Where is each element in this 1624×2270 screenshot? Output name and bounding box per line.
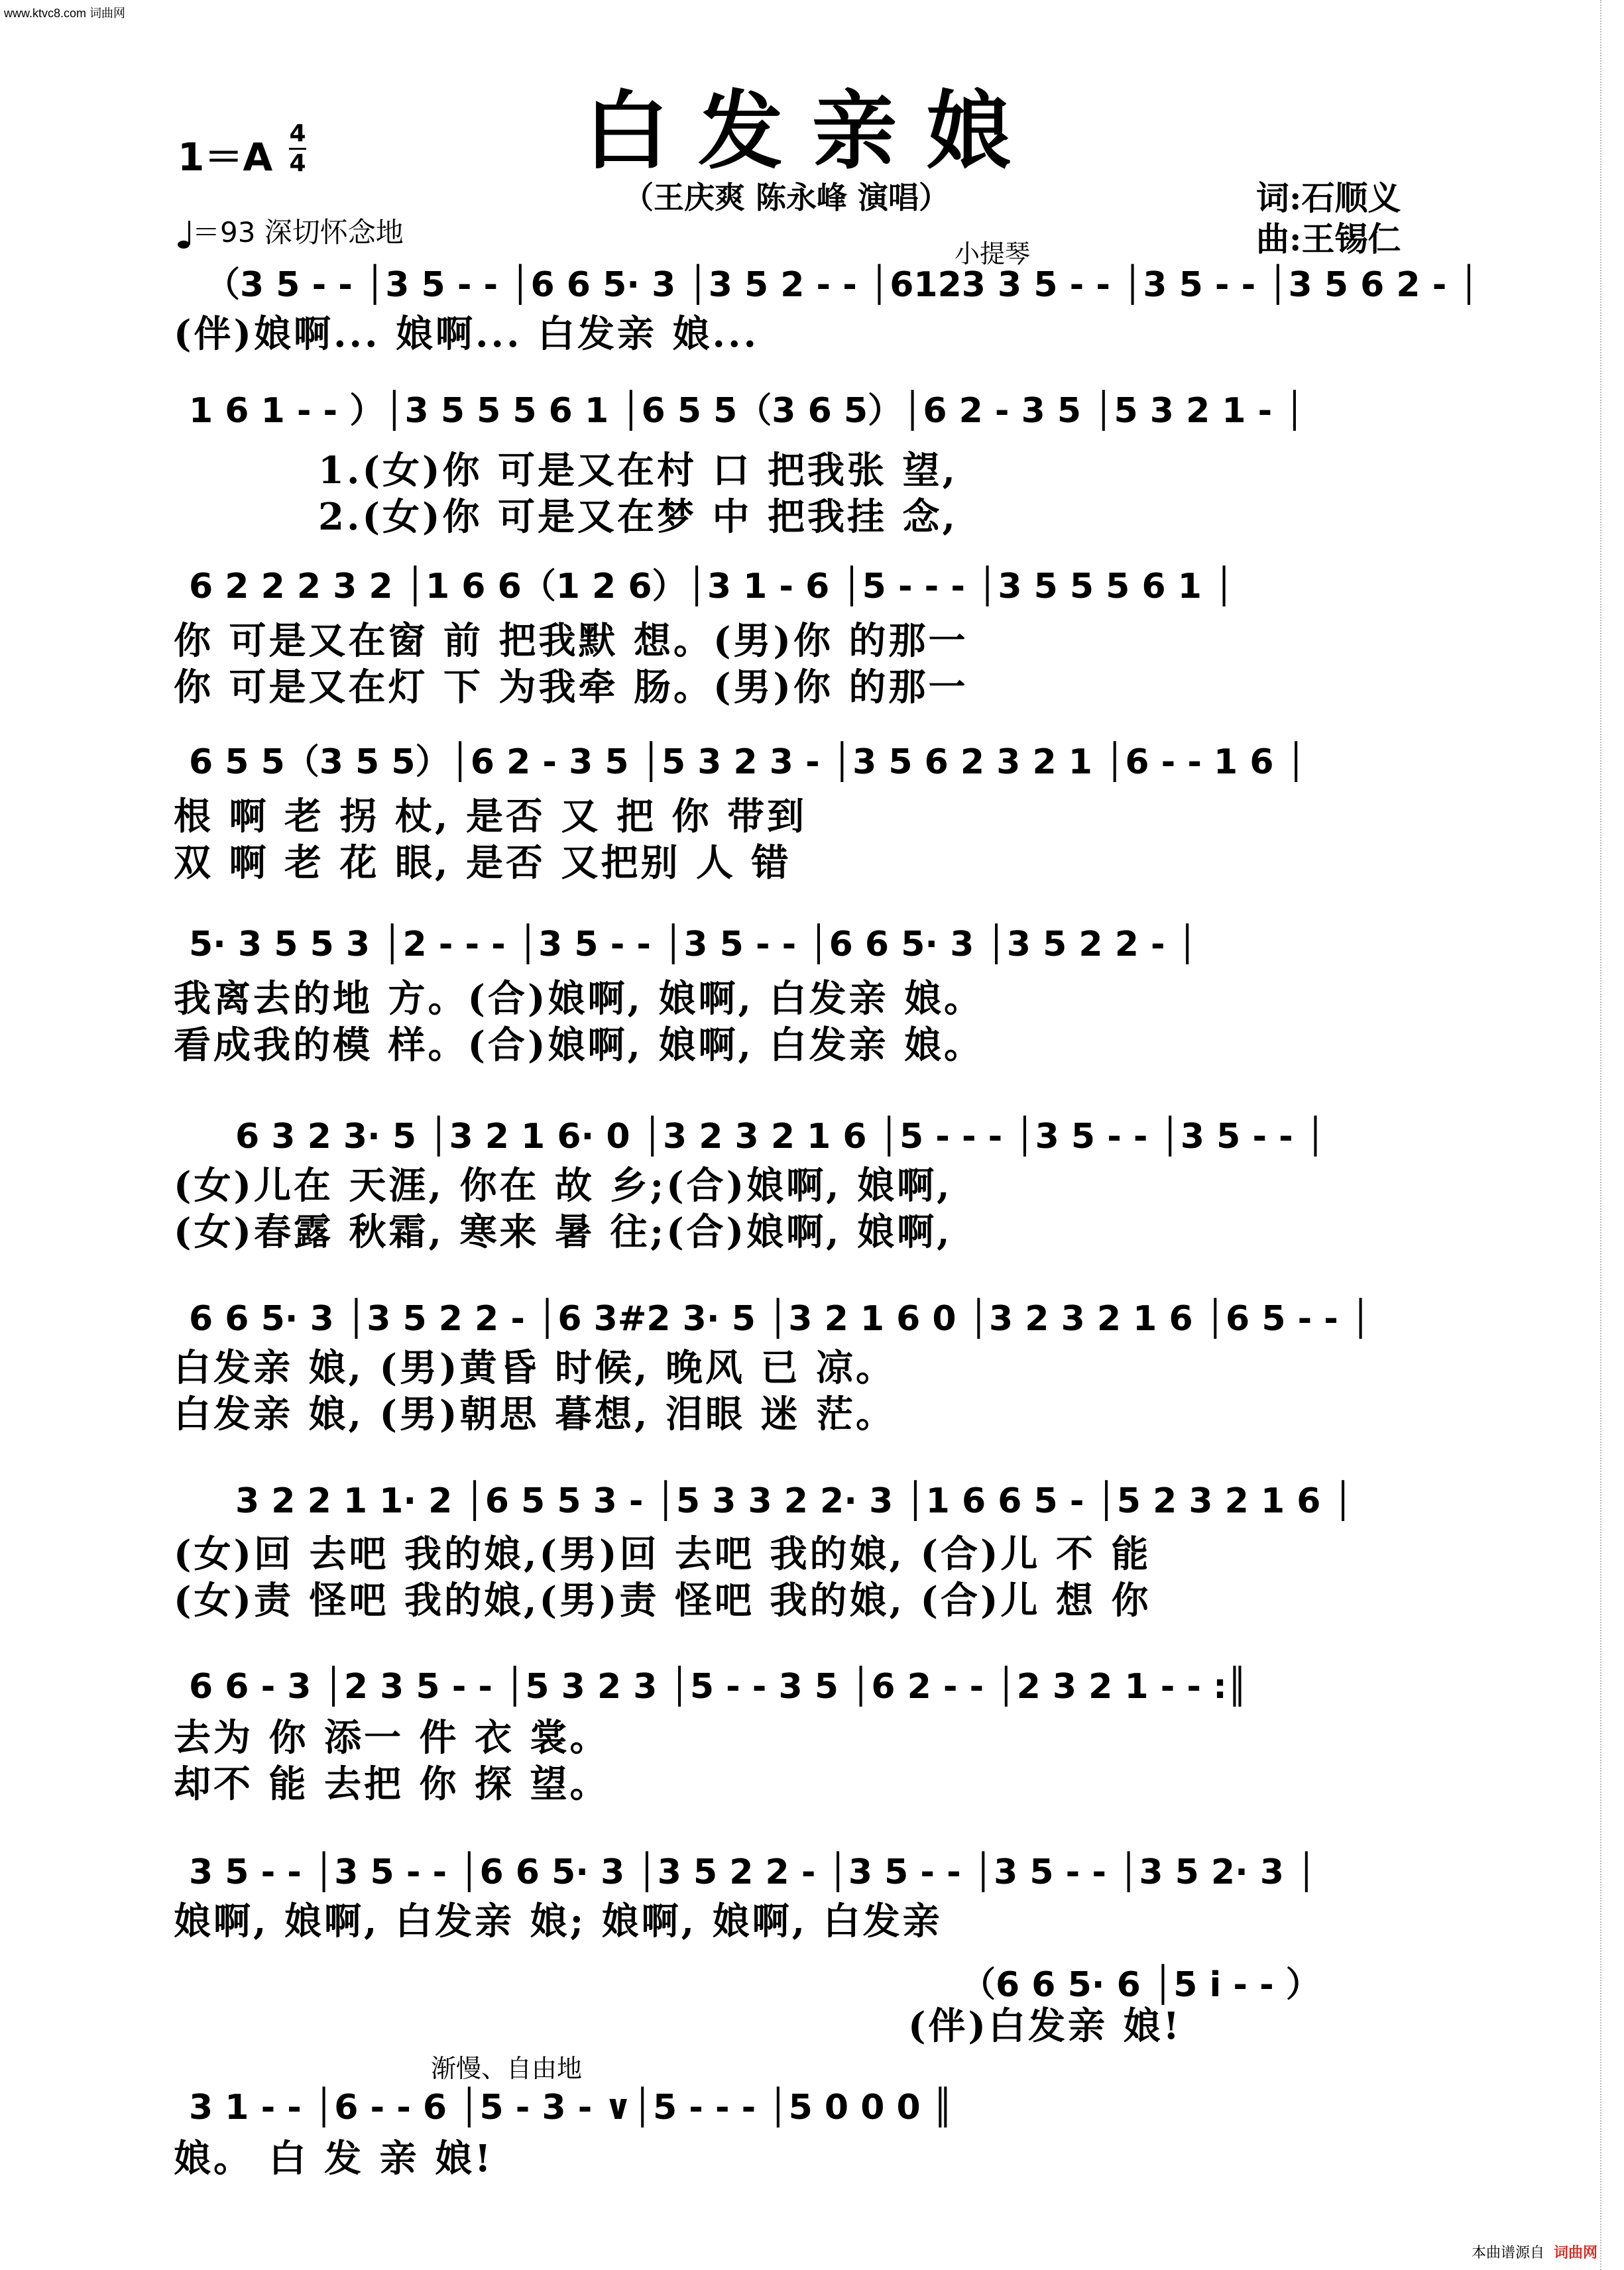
lyric-line: 你 可是又在窗 前 把我默 想。(男)你 的那一	[174, 619, 968, 663]
lyric-line: 1.(女)你 可是又在村 口 把我张 望,	[318, 449, 958, 492]
lyric-line: 白发亲 娘, (男)黄昏 时候, 晚风 已 凉。	[174, 1346, 896, 1390]
tempo-marking	[178, 211, 404, 251]
lyric-line: (女)责 怪吧 我的娘,(男)责 怪吧 我的娘, (合)儿 想 你	[174, 1579, 1151, 1622]
credits	[1256, 178, 1401, 260]
footer-brand: 词曲网	[1553, 2244, 1597, 2261]
lyricist: 词:石顺义	[1256, 178, 1401, 217]
notation-line: （6 6 5· 6 │5 i - - ）	[961, 1965, 1320, 2005]
quarter-note-icon	[178, 219, 192, 250]
notation-line: 6 6 - 3 │2 3 5 - - │5 3 2 3 │5 - - 3 5 │6 2 - - │2 3 2 1 - - :║	[189, 1667, 1248, 1707]
time-signature	[289, 121, 306, 177]
time-sig-bottom: 4	[289, 150, 306, 177]
violin-annotation: 小提琴	[955, 239, 1031, 268]
composer: 曲:王锡仁	[1256, 219, 1401, 258]
lyric-line: (伴)白发亲 娘!	[908, 2004, 1183, 2048]
lyric-line: 2.(女)你 可是又在梦 中 把我挂 念,	[318, 495, 958, 539]
notation-line: 6 5 5（3 5 5）│6 2 - 3 5 │5 3 2 3 - │3 5 6 2 3 2 1 │6 - - 1 6 │	[189, 742, 1306, 782]
lyric-line: 看成我的模 样。(合)娘啊, 娘啊, 白发亲 娘。	[174, 1023, 984, 1067]
lyric-line: (伴)娘啊... 娘啊... 白发亲 娘...	[174, 312, 759, 356]
notation-line: （3 5 - - │3 5 - - │6 6 5· 3 │3 5 2 - - │6123 3 5 - - │3 5 - - │3 5 6 2 - │	[205, 265, 1479, 305]
site-watermark: www.ktvc8.com 词曲网	[4, 7, 126, 20]
lyric-line: 根 啊 老 拐 杖, 是否 又 把 你 带到	[174, 795, 807, 838]
lyric-line: 白发亲 娘, (男)朝思 暮想, 泪眼 迷 茫。	[174, 1392, 896, 1436]
lyric-line: (女)儿在 天涯, 你在 故 乡;(合)娘啊, 娘啊,	[174, 1164, 953, 1208]
notation-line: 3 5 - - │3 5 - - │6 6 5· 3 │3 5 2 2 - │3 5 - - │3 5 - - │3 5 2· 3 │	[189, 1852, 1317, 1892]
lyric-line: 双 啊 老 花 眼, 是否 又把别 人 错	[174, 841, 791, 885]
song-title: 白发亲娘	[583, 82, 1040, 181]
notation-line: 6 2 2 2 3 2 │1 6 6（1 2 6）│3 1 - 6 │5 - - - │3 5 5 5 6 1 │	[189, 567, 1235, 606]
key-signature: 1＝A	[178, 135, 273, 180]
lyric-line: 却不 能 去把 你 探 望。	[174, 1762, 610, 1806]
tempo-text: ＝93 深切怀念地	[192, 216, 404, 249]
tempo-change-annotation: 渐慢、自由地	[431, 2054, 583, 2083]
footer	[1472, 2242, 1597, 2262]
lyric-line: (女)回 去吧 我的娘,(男)回 去吧 我的娘, (合)儿 不 能	[174, 1532, 1151, 1576]
lyric-line: 娘啊, 娘啊, 白发亲 娘; 娘啊, 娘啊, 白发亲	[174, 1900, 943, 1943]
performers: （王庆爽 陈永峰 演唱）	[623, 180, 950, 215]
notation-line: 1 6 1 - - ）│3 5 5 5 6 1 │6 5 5（3 6 5）│6 2 - 3 5 │5 3 2 1 - │	[189, 391, 1305, 431]
lyric-line: 去为 你 添一 件 衣 裳。	[174, 1716, 610, 1760]
time-sig-top: 4	[289, 120, 306, 147]
notation-line: 3 2 2 1 1· 2 │6 5 5 3 - │5 3 3 2 2· 3 │1 6 6 5 - │5 2 3 2 1 6 │	[235, 1481, 1354, 1521]
lyric-line: (女)春露 秋霜, 寒来 暑 往;(合)娘啊, 娘啊,	[174, 1210, 953, 1254]
notation-line: 5· 3 5 5 3 │2 - - - │3 5 - - │3 5 - - │6 6 5· 3 │3 5 2 2 - │	[189, 925, 1198, 964]
notation-line: 3 1 - - │6 - - 6 │5 - 3 - ∨│5 - - - │5 0 0 0 ║	[189, 2088, 954, 2128]
footer-note: 本曲谱源自	[1471, 2244, 1544, 2261]
page-right-border	[1600, 0, 1605, 2270]
notation-line: 6 6 5· 3 │3 5 2 2 - │6 3#2 3· 5 │3 2 1 6 0 │3 2 3 2 1 6 │6 5 - - │	[189, 1299, 1371, 1339]
lyric-line: 娘。 白 发 亲 娘!	[174, 2137, 494, 2181]
lyric-line: 我离去的地 方。(合)娘啊, 娘啊, 白发亲 娘。	[174, 977, 984, 1021]
notation-line: 6 3 2 3· 5 │3 2 1 6· 0 │3 2 3 2 1 6 │5 - - - │3 5 - - │3 5 - - │	[235, 1117, 1326, 1157]
lyric-line: 你 可是又在灯 下 为我牵 肠。(男)你 的那一	[174, 665, 968, 709]
